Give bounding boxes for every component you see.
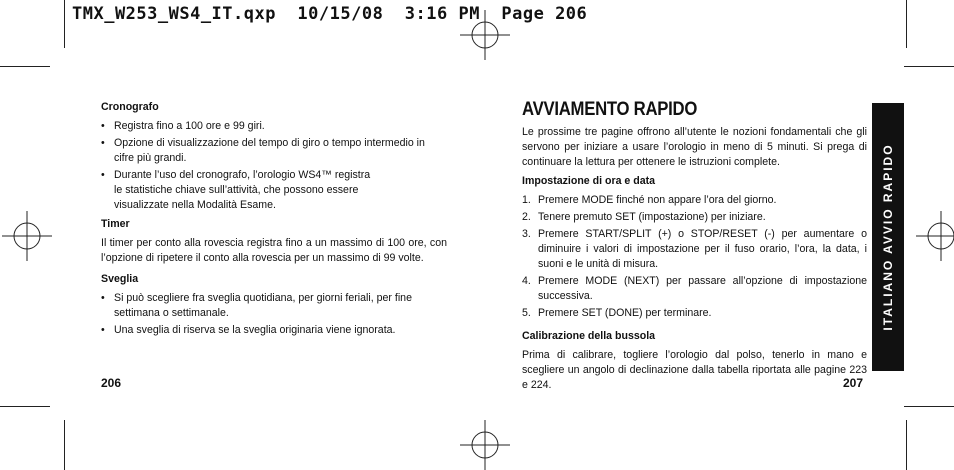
list-item: 1. Premere MODE finché non appare l’ora del giorno. xyxy=(522,194,777,206)
list-item: • Durante l’uso del cronografo, l’orologio WS4™ registra le statistiche chiave sull’attività, che possono essere visualizzate nella Modalità Esame. xyxy=(101,169,371,211)
list-item: • Registra fino a 100 ore e 99 giri. xyxy=(101,120,265,132)
list-item: 5. Premere SET (DONE) per terminare. xyxy=(522,307,712,319)
crop-mark-top-right-vertical xyxy=(906,0,907,48)
setup-steps xyxy=(522,193,867,321)
list-item: 4. Premere MODE (NEXT) per passare all’opzione di impostazione successiva. xyxy=(522,275,867,302)
bullet-icon: • xyxy=(101,120,105,132)
compass-text: Prima di calibrare, togliere l’orologio dal polso, tenerlo in mano e scegliere un angolo di declinazione dalla tabella riportata alle pagine 223 e 224. xyxy=(522,349,867,391)
registration-mark-right-icon xyxy=(916,211,954,261)
right-page-content xyxy=(522,100,867,393)
section-side-tab xyxy=(872,103,904,371)
page-number-left: 206 xyxy=(101,376,122,390)
chrono-list xyxy=(101,119,447,213)
list-item: 2. Tenere premuto SET (impostazione) per iniziare. xyxy=(522,211,766,223)
left-page-content xyxy=(101,100,447,338)
registration-mark-left-icon xyxy=(2,211,52,261)
compass-title: Calibrazione della bussola xyxy=(522,330,656,342)
registration-mark-bottom-icon xyxy=(460,420,510,470)
bullet-icon: • xyxy=(101,324,105,336)
list-item: • Si può scegliere fra sveglia quotidiana, per giorni feriali, per fine settimana o settimanale. xyxy=(101,292,412,319)
crop-mark-top-left-horizontal xyxy=(0,66,50,67)
side-tab-label: ITALIANO AVVIO RAPIDO xyxy=(881,143,895,331)
list-item: • Opzione di visualizzazione del tempo di giro o tempo intermedio in cifre più grandi. xyxy=(101,137,425,164)
crop-mark-bottom-left-vertical xyxy=(64,420,65,470)
setup-title: Impostazione di ora e data xyxy=(522,175,656,187)
bullet-icon: • xyxy=(101,292,105,304)
timer-text: Il timer per conto alla rovescia registra fino a un massimo di 100 ore, con l’opzione di ripetere il conto alla rovescia per un massimo di 99 volte. xyxy=(101,237,447,264)
bullet-icon: • xyxy=(101,169,105,181)
intro-text: Le prossime tre pagine offrono all’utente le nozioni fondamentali che gli servono per iniziare a usare l’orologio in meno di 5 minuti. Si prega di continuare la lettura per ottenere le istruzioni complete. xyxy=(522,126,867,168)
crop-mark-bottom-right-vertical xyxy=(906,420,907,470)
timer-title: Timer xyxy=(101,218,130,230)
file-slug: TMX_W253_WS4_IT.qxp 10/15/08 3:16 PM Page 206 xyxy=(72,4,588,24)
crop-mark-top-left-vertical xyxy=(64,0,65,48)
alarm-title: Sveglia xyxy=(101,273,139,285)
bullet-icon: • xyxy=(101,137,105,149)
crop-mark-bottom-left-horizontal xyxy=(0,406,50,407)
list-item: 3. Premere START/SPLIT (+) o STOP/RESET (-) per aumentare o diminuire i valori di impostazione per il fuso orario, l’ora, la data, i suoni e le unità di misura. xyxy=(522,228,867,270)
page-heading: AVVIAMENTO RAPIDO xyxy=(522,99,698,120)
crop-mark-bottom-right-horizontal xyxy=(904,406,954,407)
chrono-title: Cronografo xyxy=(101,101,159,113)
registration-mark-top-icon xyxy=(460,10,510,60)
crop-mark-top-right-horizontal xyxy=(904,66,954,67)
alarm-list xyxy=(101,291,447,338)
page-number-right: 207 xyxy=(843,376,864,390)
list-item: • Una sveglia di riserva se la sveglia originaria viene ignorata. xyxy=(101,324,396,336)
